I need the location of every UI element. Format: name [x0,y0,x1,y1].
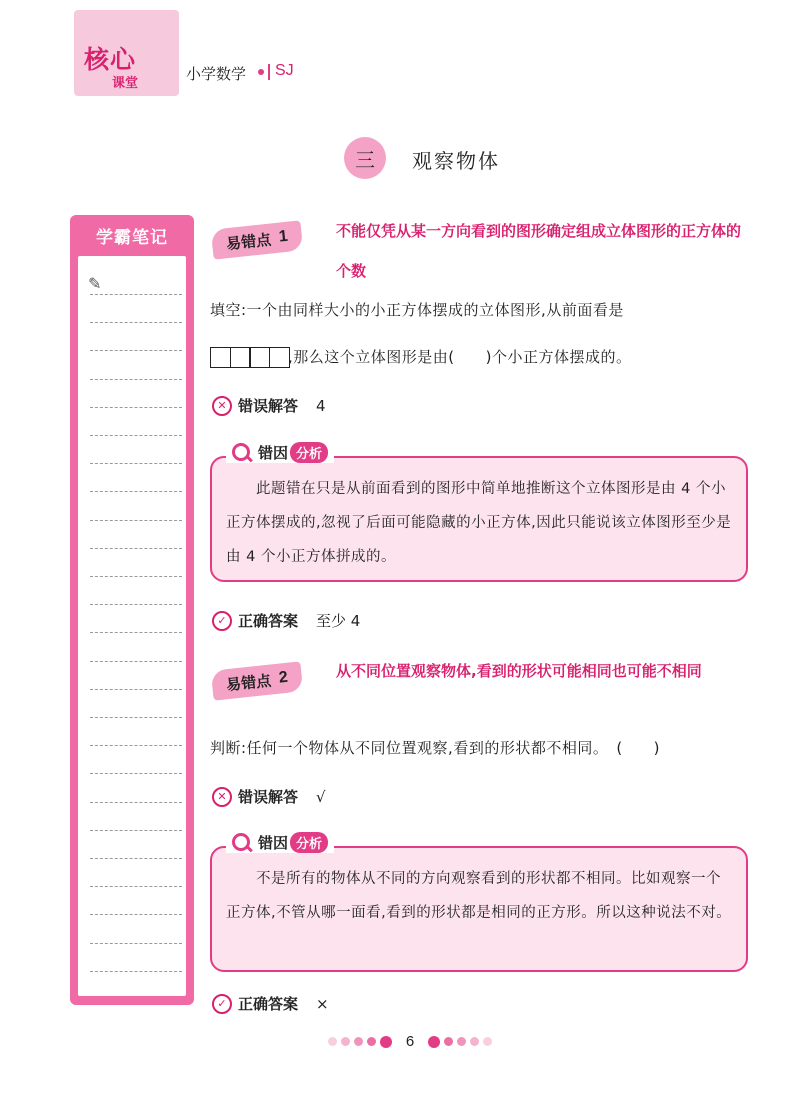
question-1-line-2-row [210,343,631,371]
wrong-answer-row-1 [212,395,326,416]
tag-label: 易错点 [225,671,272,694]
footer-dot [328,1037,337,1046]
question-1-line-2: ,那么这个立体图形是由( )个小正方体摆成的。 [288,348,632,366]
wrong-answer-label: 错误解答 [238,788,299,806]
magnifier-icon [232,833,252,853]
page-footer [310,1033,510,1050]
footer-dot [367,1037,376,1046]
wrong-answer-value: 4 [316,396,326,415]
mistake-point-tag-2 [211,661,304,700]
chapter-number-badge [344,137,386,179]
tag-label: 易错点 [225,230,272,253]
analysis-text-2: 不是所有的物体从不同的方向观察看到的形状都不相同。比如观察一个正方体,不管从哪一面看,看到的形状都是相同的正方形。所以这种说法不对。 [226,871,732,921]
notes-area [78,256,186,996]
check-mark-icon: ✓ [212,994,232,1014]
correct-answer-row-1 [212,610,360,631]
square [210,347,231,368]
note-line [90,632,182,633]
footer-dot [354,1037,363,1046]
wrong-answer-row-2 [212,786,326,807]
note-line [90,943,182,944]
analysis-heading-1 [226,442,334,463]
footer-dot [444,1037,453,1046]
analysis-box-1 [210,456,748,582]
square [230,347,251,368]
question-2-line-1: 判断:任何一个物体从不同位置观察,看到的形状都不相同。 ( ) [210,739,661,757]
header-edition: SJ [275,62,294,79]
wrong-mark-icon: ✕ [212,396,232,416]
chapter-number: 三 [355,147,375,172]
footer-dot [428,1036,440,1048]
note-line [90,520,182,521]
tag-number: 2 [277,668,289,687]
note-line [90,914,182,915]
note-line [90,604,182,605]
wrong-answer-label: 错误解答 [238,397,299,415]
check-mark-icon: ✓ [212,611,232,631]
analysis-text-1: 此题错在只是从前面看到的图形中简单地推断这个立体图形是由 4 个小正方体摆成的,忽视了后面可能隐藏的小正方体,因此只能说该立体图形至少是由 4 个小正方体拼成的。 [226,481,732,565]
note-line [90,322,182,323]
notes-sidebar-title: 学霸笔记 [96,228,168,248]
analysis-label: 错因 [258,834,289,852]
header-divider [268,64,270,80]
footer-dot [470,1037,479,1046]
note-line [90,661,182,662]
footer-dot [380,1036,392,1048]
answer-squares [210,347,288,368]
note-line [90,971,182,972]
square [269,347,290,368]
mistake-point-title-1: 不能仅凭从某一方向看到的图形确定组成立体图形的正方体的个数 [336,222,742,280]
note-line [90,491,182,492]
footer-dot [483,1037,492,1046]
analysis-pill: 分析 [290,832,328,853]
header-dot [258,69,264,75]
note-line [90,407,182,408]
correct-answer-row-2 [212,993,329,1014]
chapter-title: 观察物体 [412,149,500,173]
wrong-answer-value: √ [316,787,326,806]
note-line [90,294,182,295]
note-line [90,548,182,549]
header-subject: 小学数学 [186,65,247,83]
note-line [90,689,182,690]
logo-text-top: 核心 [84,45,137,74]
mistake-point-title-2: 从不同位置观察物体,看到的形状可能相同也可能不相同 [336,662,702,680]
note-line [90,717,182,718]
correct-answer-label: 正确答案 [238,995,299,1013]
correct-answer-label: 正确答案 [238,612,299,630]
analysis-pill: 分析 [290,442,328,463]
analysis-heading-2 [226,832,334,853]
logo-text-bottom: 课堂 [112,76,139,91]
pencil-icon: ✎ [88,274,102,293]
tag-number: 1 [277,227,289,246]
note-line [90,576,182,577]
note-line [90,886,182,887]
page-number: 6 [405,1033,415,1050]
note-line [90,802,182,803]
mistake-point-tag-1 [211,220,304,259]
note-line [90,379,182,380]
note-line [90,773,182,774]
note-line [90,745,182,746]
note-line [90,435,182,436]
note-line [90,350,182,351]
footer-dot [341,1037,350,1046]
magnifier-icon [232,443,252,463]
note-line [90,463,182,464]
analysis-box-2 [210,846,748,972]
analysis-label: 错因 [258,444,289,462]
correct-answer-value: × [316,994,329,1013]
square [249,347,270,368]
wrong-mark-icon: ✕ [212,787,232,807]
note-line [90,858,182,859]
correct-answer-value: 至少 4 [316,612,361,630]
question-1-line-1: 填空:一个由同样大小的小正方体摆成的立体图形,从前面看是 [210,301,624,319]
note-line [90,830,182,831]
footer-dot [457,1037,466,1046]
